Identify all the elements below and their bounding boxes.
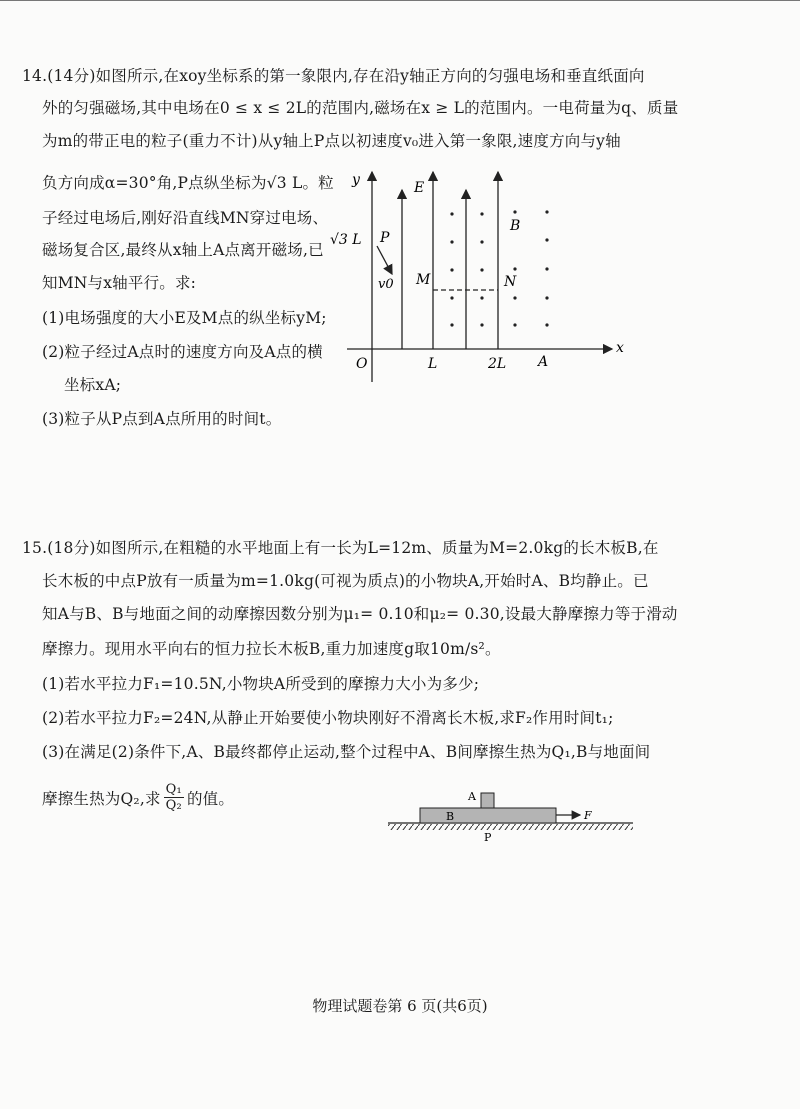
q15-part-2: (2)若水平拉力F₂=24N,从静止开始要使小物块刚好不滑离长木板,求F₂作用时间t₁; [42,709,614,727]
q14-line-5: 子经过电场后,刚好沿直线MN穿过电场、 [42,209,329,227]
q14-line-3: 为m的带正电的粒子(重力不计)从y轴上P点以初速度v₀进入第一象限,速度方向与y轴 [42,132,621,150]
q14-line-4: 负方向成α=30°角,P点纵坐标为√3 L。粒 [42,174,334,192]
q15-part-1: (1)若水平拉力F₁=10.5N,小物块A所受到的摩擦力大小为多少; [42,675,480,693]
q15-line-2: 长木板的中点P放有一质量为m=1.0kg(可视为质点)的小物块A,开始时A、B均静止。已 [42,572,649,590]
a-point-label: A [538,354,549,370]
q14-line-7: 知MN与x轴平行。求: [42,274,197,292]
q15-part-3-text: 摩擦生热为Q₂,求 [42,789,161,808]
fraction-numerator: Q₁ [165,782,182,797]
p-label: P [380,230,390,246]
q14-part-1: (1)电场强度的大小E及M点的纵坐标yM; [42,309,327,327]
block-a-label: A [468,790,476,803]
block-a [481,793,494,808]
x-axis-label: x [616,340,624,356]
page-footer: 物理试题卷第 6 页(共6页) [312,997,488,1015]
page-top-edge [0,0,800,1]
q14-line-1: 14.(14分)如图所示,在xoy坐标系的第一象限内,存在沿y轴正方向的匀强电场和垂直纸面向 [22,67,645,85]
ratio-fraction [164,782,184,813]
force-label: F [584,809,592,822]
board-b-label: B [446,810,455,823]
fraction-denominator: Q₂ [165,798,182,813]
velocity-arrow [377,246,392,274]
q14-line-2: 外的匀强磁场,其中电场在0 ≤ x ≤ 2L的范围内,磁场在x ≥ L的范围内。一电荷量为q、质量 [42,99,679,117]
q15-part-3-tail: 的值。 [186,789,235,808]
e-label: E [414,180,425,196]
m-label: M [416,272,431,288]
q14-part-2: (2)粒子经过A点时的速度方向及A点的横 [42,343,323,361]
b-label: B [510,218,521,234]
board-b [420,808,556,823]
ground-hatch [388,824,633,830]
origin-label: O [356,356,368,372]
q14-part-2-cont: 坐标xA; [64,376,122,394]
q15-line-1: 15.(18分)如图所示,在粗糙的水平地面上有一长为L=12m、质量为M=2.0kg的长木板B,在 [22,539,659,557]
q14-part-3: (3)粒子从P点到A点所用的时间t。 [42,410,282,428]
q15-board-diagram [388,786,638,844]
tick-2l-label: 2L [488,356,507,372]
q15-part-3: (3)在满足(2)条件下,A、B最终都停止运动,整个过程中A、B间摩擦生热为Q₁,B与地面间 [42,743,651,761]
p-point-label: P [484,831,492,844]
tick-l-label: L [428,356,438,372]
q14-field-diagram [322,162,632,387]
sqrt3l-label: √3 L [330,232,362,248]
q15-part-3-cont [42,782,234,813]
b-field-dots [450,210,548,326]
q15-line-3: 知A与B、B与地面之间的动摩擦因数分别为μ₁= 0.10和μ₂= 0.30,设最大静摩擦力等于滑动 [42,605,678,623]
n-label: N [504,274,517,290]
y-axis-label: y [352,172,360,188]
q15-line-4: 摩擦力。现用水平向右的恒力拉长木板B,重力加速度g取10m/s²。 [42,640,501,658]
q14-line-6: 磁场复合区,最终从x轴上A点离开磁场,已 [42,241,324,259]
v0-label: v0 [378,277,394,292]
